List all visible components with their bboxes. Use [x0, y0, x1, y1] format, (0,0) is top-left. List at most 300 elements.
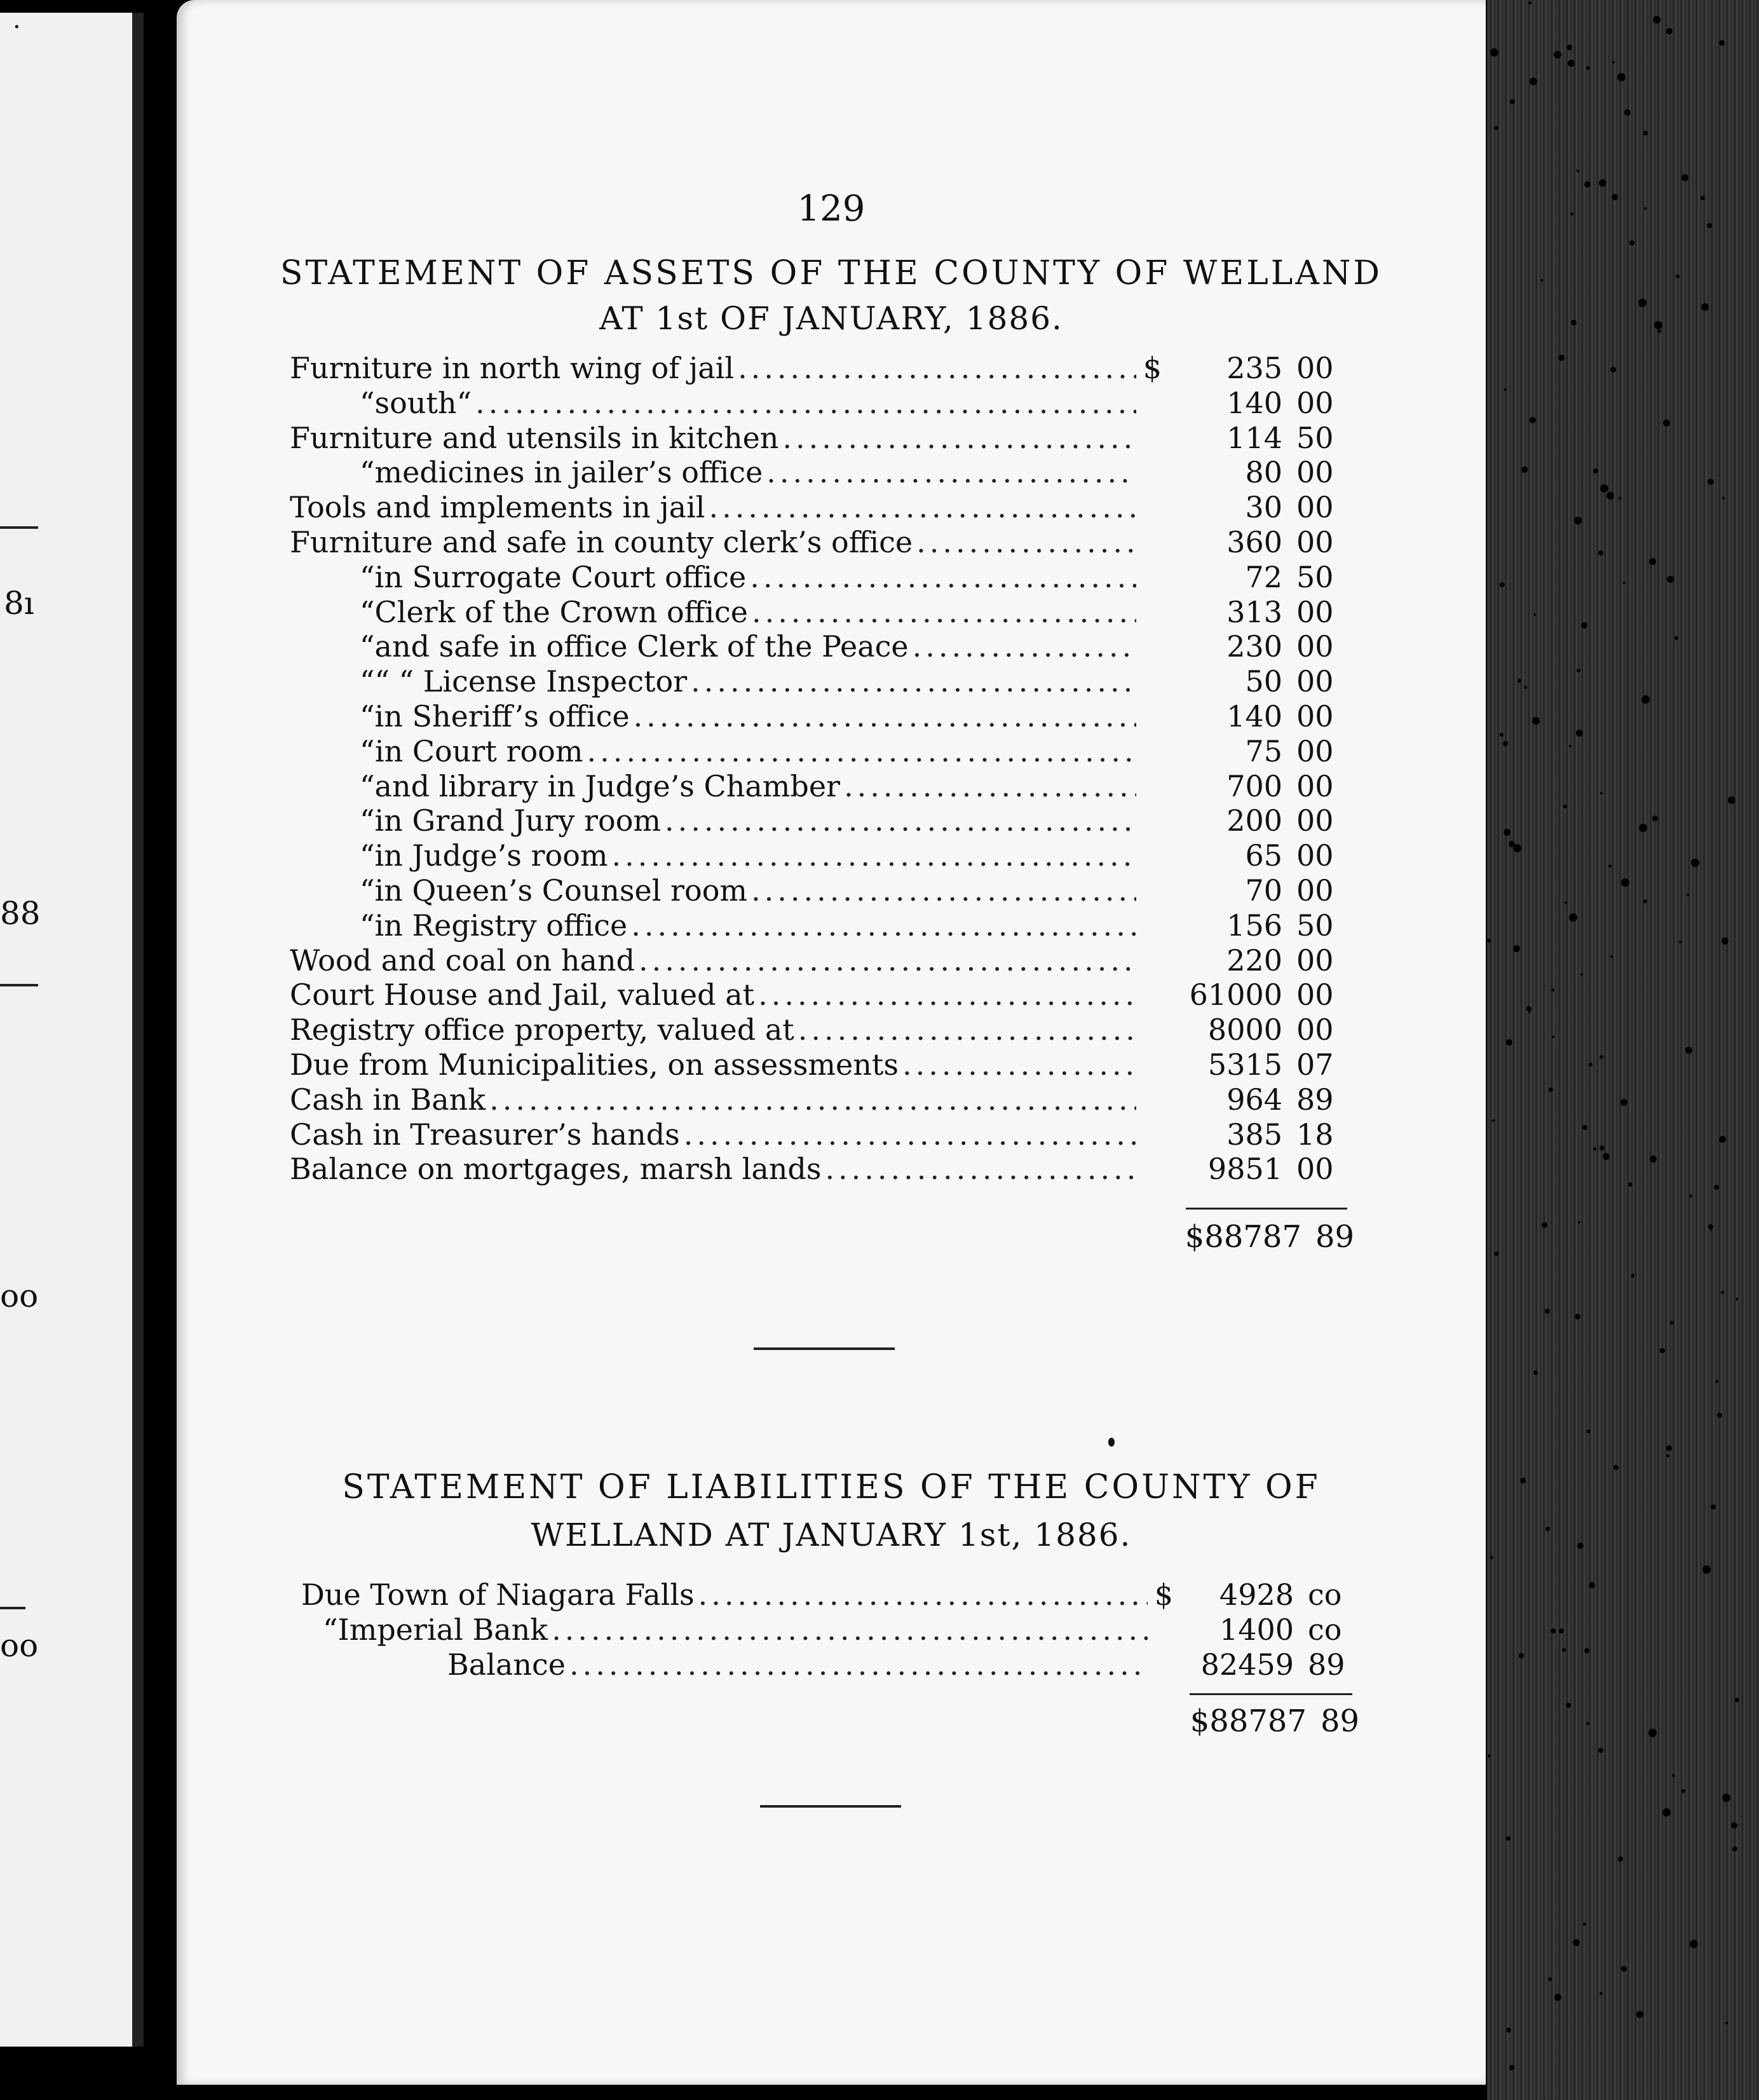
assets-item [290, 525, 1136, 560]
edge-speck [1506, 2028, 1511, 2033]
edge-speck [1666, 28, 1673, 34]
ditto-mark: “ [360, 733, 375, 768]
edge-speck [1565, 901, 1567, 904]
edge-speck [1600, 484, 1608, 493]
assets-item-label: Furniture and utensils in kitchen [290, 420, 779, 455]
edge-speck [1657, 329, 1661, 333]
edge-speck [1676, 275, 1680, 278]
edge-speck [1701, 303, 1709, 311]
edge-speck [1654, 321, 1662, 329]
assets-item [290, 386, 1136, 421]
edge-speck [1566, 1703, 1571, 1708]
assets-total-cents: 89 [1315, 1219, 1355, 1255]
assets-item-label: Furniture in north wing of jail [290, 351, 735, 385]
leader-dots [639, 943, 1136, 978]
edge-speck [1608, 864, 1612, 868]
assets-item-amount: 220 [1226, 943, 1282, 978]
edge-speck [1643, 899, 1647, 903]
assets-row [290, 664, 1338, 699]
edge-speck [1533, 1370, 1538, 1375]
edge-speck [1533, 613, 1536, 616]
section-divider-bottom [760, 1805, 901, 1808]
edge-speck [1578, 1221, 1580, 1224]
assets-item-cents: 00 [1296, 351, 1334, 385]
edge-speck [1488, 1754, 1491, 1757]
assets-item-cents: 50 [1296, 420, 1334, 455]
assets-item-label: and safe in office Clerk of the Peace [374, 629, 909, 664]
assets-row [290, 699, 1338, 734]
assets-item [290, 803, 1136, 838]
ditto-mark: “ [360, 629, 375, 664]
leader-dots [631, 908, 1136, 943]
ditto-mark: “ [360, 908, 375, 943]
assets-item-label: in Grand Jury room [374, 803, 662, 838]
leader-dots [665, 803, 1136, 838]
leader-dots [798, 1012, 1136, 1047]
assets-item-amount: 313 [1226, 594, 1282, 629]
assets-row [290, 386, 1338, 421]
leader-dots [684, 1117, 1136, 1152]
assets-row [290, 525, 1338, 560]
assets-item-amount: 75 [1245, 733, 1282, 768]
assets-item-amount: 156 [1226, 908, 1282, 943]
leader-dots [758, 978, 1136, 1012]
edge-speck [1589, 1063, 1593, 1067]
edge-speck [1690, 1940, 1698, 1948]
assets-item-label: south“ [374, 385, 472, 420]
edge-speck [1593, 468, 1598, 474]
assets-item-label: and library in Judge’s Chamber [374, 768, 841, 803]
edge-speck [1717, 1413, 1722, 1418]
edge-speck [1500, 733, 1504, 737]
assets-item [290, 769, 1136, 804]
assets-item-amount: 385 [1226, 1117, 1282, 1152]
edge-speck [1574, 517, 1582, 524]
assets-item-label: Wood and coal on hand [290, 943, 635, 978]
edge-speck [1500, 582, 1505, 587]
edge-speck [1530, 78, 1537, 85]
liabilities-item-label: Due Town of Niagara Falls [301, 1578, 695, 1612]
leader-dots [569, 1647, 1148, 1682]
edge-speck [1735, 1298, 1738, 1300]
edge-speck [1503, 741, 1508, 746]
edge-speck [1587, 1429, 1591, 1433]
liabilities-item-label: Imperial Bank [337, 1612, 548, 1647]
edge-speck [1728, 796, 1735, 804]
liabilities-row [301, 1578, 1350, 1612]
liabilities-item-cents: co [1308, 1612, 1342, 1647]
edge-speck [1619, 497, 1621, 500]
dollar-sign: $ [1154, 1578, 1173, 1612]
assets-title: STATEMENT OF ASSETS OF THE COUNTY OF WELLAND [280, 254, 1383, 292]
ditto-mark: “ [360, 873, 375, 908]
leader-dots [691, 664, 1136, 699]
assets-item-label: in Surrogate Court office [374, 559, 747, 594]
edge-speck [1735, 1698, 1739, 1702]
assets-item [290, 1012, 1136, 1047]
edge-speck [1621, 1966, 1627, 1972]
edge-speck [1623, 582, 1626, 584]
assets-row [290, 1012, 1338, 1047]
edge-speck [1520, 1478, 1526, 1483]
assets-item [290, 351, 1136, 386]
assets-item [290, 490, 1136, 525]
edge-speck [1532, 717, 1540, 725]
assets-item [290, 943, 1136, 978]
ditto-mark: “ [360, 838, 375, 873]
liabilities-item-cents: 89 [1308, 1647, 1345, 1682]
leader-dots [752, 595, 1136, 630]
edge-speck [1575, 1314, 1580, 1319]
edge-speck [1598, 1748, 1603, 1753]
edge-speck [1573, 1939, 1580, 1946]
edge-speck [1681, 174, 1688, 181]
assets-item-amount: 200 [1226, 803, 1282, 838]
edge-speck [1545, 1309, 1550, 1314]
leader-dots [782, 421, 1136, 456]
dollar-sign: $ [1143, 351, 1162, 385]
edge-speck [1577, 1543, 1584, 1549]
assets-item-cents: 00 [1296, 1012, 1334, 1047]
assets-item-amount: 80 [1245, 455, 1282, 490]
assets-item-amount: 230 [1226, 629, 1282, 664]
assets-item-amount: 50 [1245, 664, 1282, 699]
left-page-fragment: 88 [0, 895, 41, 932]
assets-item-amount: 360 [1226, 524, 1282, 559]
edge-speck [1660, 1348, 1665, 1353]
assets-item [290, 595, 1136, 630]
liabilities-title: STATEMENT OF LIABILITIES OF THE COUNTY OF [342, 1468, 1321, 1506]
assets-row [290, 943, 1338, 978]
edge-speck [1722, 1794, 1730, 1802]
leader-dots [750, 560, 1136, 595]
leader-dots [489, 1082, 1136, 1117]
edge-speck [1648, 1729, 1657, 1737]
edge-speck [1667, 576, 1674, 583]
edge-speck [1714, 1185, 1719, 1190]
assets-row [290, 1047, 1338, 1082]
edge-speck [1494, 126, 1498, 130]
edge-speck [1649, 558, 1656, 565]
leader-dots [916, 525, 1136, 560]
edge-speck [1722, 497, 1725, 500]
assets-item-cents: 00 [1296, 629, 1334, 664]
assets-row [290, 351, 1338, 386]
assets-item-amount: 964 [1226, 1082, 1282, 1117]
leader-dots [698, 1578, 1148, 1612]
edge-speck [1621, 878, 1629, 887]
assets-item-label: Clerk of the Crown office [374, 594, 749, 629]
assets-item [290, 664, 1136, 699]
edge-speck [1610, 955, 1613, 958]
assets-item-cents: 00 [1296, 699, 1334, 733]
edge-speck [1715, 1380, 1718, 1383]
edge-speck [1708, 479, 1714, 485]
edge-speck [1490, 48, 1498, 57]
edge-speck [1613, 1465, 1619, 1470]
assets-item-cents: 00 [1296, 490, 1334, 525]
edge-speck [1526, 1006, 1531, 1011]
edge-speck [1571, 320, 1577, 325]
edge-speck [1679, 941, 1681, 943]
assets-item-amount: 70 [1245, 873, 1282, 908]
ditto-mark: “ [360, 594, 375, 629]
leader-dots [751, 873, 1136, 908]
edge-speck [1663, 419, 1670, 426]
ditto-mark: “ [360, 664, 375, 699]
assets-item-label: Court House and Jail, valued at [290, 978, 755, 1012]
edge-speck [1599, 1145, 1605, 1150]
margin-rule [0, 1607, 25, 1609]
assets-item-amount: 61000 [1189, 978, 1282, 1012]
assets-row [290, 978, 1338, 1012]
edge-speck [1685, 1047, 1692, 1054]
printed-page [177, 0, 1486, 2085]
edge-speck [1687, 894, 1689, 896]
assets-item [290, 734, 1136, 769]
edge-speck [1666, 1445, 1672, 1451]
edge-speck [1494, 1251, 1498, 1256]
assets-item-amount: 9851 [1207, 1152, 1282, 1187]
edge-speck [1617, 73, 1626, 81]
edge-speck [1652, 815, 1658, 821]
assets-item [290, 838, 1136, 873]
leader-dots [844, 769, 1136, 804]
leader-dots [766, 455, 1136, 490]
assets-row [290, 1082, 1338, 1117]
edge-speck [1577, 170, 1579, 172]
assets-item-amount: 235 [1226, 351, 1282, 385]
assets-total-rule [1186, 1208, 1347, 1210]
edge-speck [1589, 1582, 1595, 1588]
assets-item-amount: 140 [1226, 699, 1282, 733]
edge-speck [1584, 1648, 1589, 1653]
edge-speck [1577, 669, 1580, 672]
assets-item-cents: 00 [1296, 664, 1334, 699]
assets-item [290, 1082, 1136, 1117]
edge-speck [1638, 299, 1647, 307]
assets-item-cents: 50 [1296, 908, 1334, 943]
liabilities-item-label: Balance [447, 1647, 566, 1682]
edge-speck [1725, 2022, 1728, 2024]
assets-item-label: medicines in jailer’s office [374, 455, 763, 490]
assets-item-label: in Queen’s Counsel room [374, 873, 748, 908]
edge-speck [1666, 1454, 1669, 1457]
assets-row [290, 908, 1338, 943]
edge-speck [1562, 1648, 1566, 1652]
print-speck [1108, 1438, 1115, 1447]
liabilities-item [301, 1612, 1148, 1647]
edge-speck [1721, 1291, 1724, 1294]
edge-speck [1672, 1774, 1675, 1777]
section-divider [754, 1347, 895, 1350]
assets-item-amount: 30 [1245, 490, 1282, 525]
edge-speck [1662, 1808, 1671, 1817]
edge-speck [1620, 1099, 1627, 1106]
edge-speck [1599, 179, 1606, 187]
assets-row [290, 595, 1338, 630]
liabilities-item-cents: co [1308, 1578, 1342, 1612]
assets-item-cents: 18 [1296, 1117, 1334, 1152]
edge-speck [1586, 66, 1590, 70]
edge-speck [1506, 1039, 1512, 1046]
assets-item [290, 978, 1136, 1012]
edge-speck [1631, 1274, 1634, 1278]
assets-row [290, 629, 1338, 664]
edge-speck [1581, 622, 1587, 629]
liabilities-item-amount: 4928 [1219, 1578, 1294, 1612]
edge-speck [1554, 51, 1561, 58]
assets-item-cents: 00 [1296, 768, 1334, 803]
assets-item [290, 421, 1136, 456]
assets-item [290, 699, 1136, 734]
margin-rule [0, 984, 38, 986]
assets-total-amount: $88787 [1185, 1219, 1301, 1255]
edge-speck [1731, 1822, 1737, 1829]
assets-item [290, 629, 1136, 664]
assets-item [290, 1047, 1136, 1082]
edge-speck [1691, 859, 1699, 867]
assets-item-label: Due from Municipalities, on assessments [290, 1047, 899, 1082]
edge-speck [1513, 844, 1521, 852]
ditto-mark: “ [360, 385, 375, 420]
assets-item [290, 908, 1136, 943]
assets-item-cents: 00 [1296, 873, 1334, 908]
edge-speck [1576, 730, 1583, 737]
assets-item-cents: 89 [1296, 1082, 1334, 1117]
edge-speck [1629, 240, 1634, 245]
leader-dots [587, 734, 1136, 769]
liabilities-total-rule [1190, 1693, 1352, 1695]
leader-dots [738, 351, 1136, 386]
assets-item-amount: 8000 [1207, 1012, 1282, 1047]
edge-speck [1610, 367, 1616, 372]
edge-speck [1570, 212, 1573, 215]
leader-dots [634, 699, 1136, 734]
assets-item-label: Cash in Treasurer’s hands [290, 1117, 680, 1152]
liabilities-row [301, 1647, 1350, 1682]
edge-speck [1701, 196, 1705, 200]
assets-item-amount: 700 [1226, 768, 1282, 803]
edge-speck [1599, 1055, 1603, 1059]
assets-item-label: Furniture and safe in county clerk’s office [290, 524, 913, 559]
edge-speck [1530, 417, 1536, 423]
assets-item-label: Balance on mortgages, marsh lands [290, 1152, 822, 1187]
margin-speck: · [13, 13, 21, 42]
assets-item-cents: 07 [1296, 1047, 1334, 1082]
assets-item-label: in Court room [374, 733, 583, 768]
assets-subtitle: AT 1st OF JANUARY, 1886. [599, 300, 1063, 337]
edge-speck [1524, 686, 1527, 689]
leader-dots [552, 1612, 1148, 1647]
ditto-mark: “ [360, 455, 375, 490]
assets-item-cents: 00 [1296, 385, 1334, 420]
assets-row [290, 560, 1338, 595]
edge-speck [1732, 1846, 1737, 1851]
edge-speck [1549, 1088, 1553, 1092]
assets-row [290, 1117, 1338, 1152]
assets-total [1181, 1219, 1357, 1255]
edge-speck [1552, 1035, 1554, 1038]
leader-dots [825, 1152, 1136, 1187]
edge-speck [1670, 1321, 1674, 1325]
left-page-fragment: oo [0, 1278, 39, 1314]
assets-ledger [290, 351, 1338, 1187]
edge-speck [1641, 695, 1650, 704]
edge-speck [1487, 939, 1491, 943]
leader-dots [902, 1047, 1136, 1082]
edge-speck [1708, 1224, 1713, 1229]
liabilities-total-amount: $88787 [1190, 1703, 1307, 1739]
edge-speck [1643, 131, 1648, 135]
book-edge [1487, 0, 1759, 2100]
edge-speck [1558, 355, 1565, 361]
edge-speck [1674, 636, 1678, 640]
edge-speck [1504, 829, 1511, 836]
edge-speck [1542, 1222, 1547, 1228]
edge-speck [1563, 805, 1567, 808]
edge-speck [1599, 1992, 1603, 1995]
edge-speck [1681, 1789, 1685, 1793]
ditto-mark: “ [323, 1612, 338, 1647]
liabilities-ledger [301, 1578, 1350, 1682]
assets-item-cents: 00 [1296, 733, 1334, 768]
edge-speck [1702, 1565, 1711, 1574]
edge-speck [1568, 60, 1575, 67]
page-number: 129 [797, 188, 866, 229]
assets-row [290, 769, 1338, 804]
edge-speck [1583, 1923, 1586, 1926]
assets-row [290, 838, 1338, 873]
assets-item-amount: 114 [1226, 420, 1282, 455]
edge-speck [1603, 1153, 1610, 1160]
leader-dots [709, 490, 1136, 525]
ditto-mark: “ [360, 768, 375, 803]
edge-speck [1707, 223, 1712, 228]
edge-speck [1504, 388, 1507, 391]
edge-speck [1650, 1156, 1657, 1162]
edge-speck [1566, 44, 1572, 50]
edge-speck [1506, 1836, 1511, 1841]
edge-speck [1521, 467, 1528, 473]
assets-item-cents: 50 [1296, 559, 1334, 594]
edge-speck [1528, 1, 1531, 4]
assets-row [290, 803, 1338, 838]
edge-speck [1722, 938, 1728, 944]
assets-item-label: Tools and implements in jail [290, 490, 705, 525]
assets-row [290, 421, 1338, 456]
edge-speck [1569, 745, 1572, 747]
edge-speck [1598, 550, 1603, 556]
assets-item-cents: 00 [1296, 943, 1334, 978]
ditto-mark: “ [360, 699, 375, 733]
edge-speck [1519, 1653, 1524, 1658]
assets-item-cents: 00 [1296, 978, 1334, 1012]
leader-dots [475, 386, 1136, 421]
edge-speck [1618, 1857, 1623, 1862]
assets-row [290, 734, 1338, 769]
assets-item [290, 455, 1136, 490]
assets-row [290, 1152, 1338, 1187]
edge-speck [1624, 109, 1631, 116]
assets-row [290, 490, 1338, 525]
left-page-fragment: 8ı [4, 585, 34, 622]
assets-item [290, 1117, 1136, 1152]
assets-item-label: Cash in Bank [290, 1082, 486, 1117]
ditto-mark: “ [360, 803, 375, 838]
liabilities-item [301, 1647, 1148, 1682]
assets-item-label: in Registry office [374, 908, 628, 943]
